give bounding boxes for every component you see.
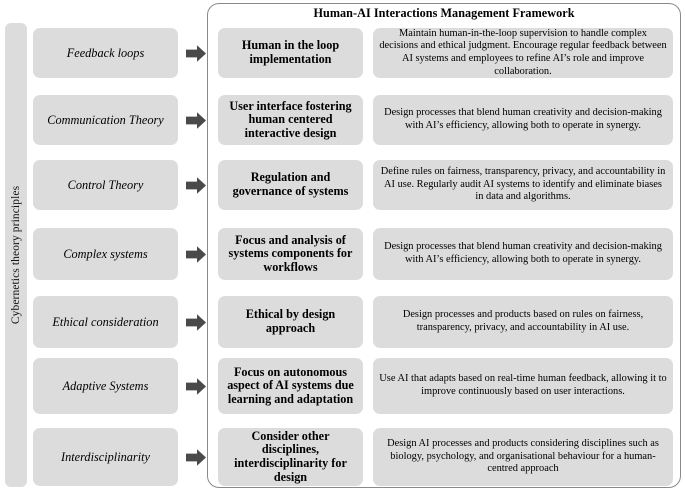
detail-box[interactable] bbox=[373, 160, 673, 210]
detail-text: Use AI that adapts based on real-time human feedback, allowing it to improve continuously based on user interactions. bbox=[379, 373, 667, 397]
principle-box[interactable]: Feedback loops bbox=[33, 28, 178, 78]
action-box[interactable]: Consider other disciplines, interdisciplinarity for design bbox=[218, 428, 363, 486]
right-arrow-icon bbox=[185, 245, 207, 264]
detail-box[interactable] bbox=[373, 428, 673, 486]
action-box[interactable]: Focus on autonomous aspect of AI systems due learning and adaptation bbox=[218, 358, 363, 414]
principle-box[interactable]: Adaptive Systems bbox=[33, 358, 178, 414]
right-arrow-icon bbox=[185, 176, 207, 195]
right-arrow-icon bbox=[185, 44, 207, 63]
detail-text: Maintain human-in-the-loop supervision to handle complex decisions and ethical judgment. Encourage regular feedback between AI systems and employees to refine AI’s role and improve collaboration. bbox=[379, 28, 667, 77]
action-box[interactable]: User interface fostering human centered interactive design bbox=[218, 95, 363, 145]
cybernetics-principles-spine bbox=[5, 23, 27, 487]
detail-box[interactable] bbox=[373, 228, 673, 280]
right-arrow-icon bbox=[185, 313, 207, 332]
action-box[interactable]: Human in the loop implementation bbox=[218, 28, 363, 78]
detail-text: Design processes that blend human creativity and decision-making with AI’s efficiency, allowing both to operate in synergy. bbox=[384, 107, 662, 131]
detail-box[interactable] bbox=[373, 95, 673, 145]
action-box[interactable]: Ethical by design approach bbox=[218, 296, 363, 348]
principle-box[interactable]: Ethical consideration bbox=[33, 296, 178, 348]
detail-text: Design AI processes and products considering disciplines such as biology, psychology, and organisational behaviour for a human-centred approach bbox=[387, 437, 659, 475]
detail-box[interactable] bbox=[373, 28, 673, 78]
right-arrow-icon bbox=[185, 448, 207, 467]
action-box[interactable]: Regulation and governance of systems bbox=[218, 160, 363, 210]
spine-label: Cybernetics theory principles bbox=[10, 185, 22, 325]
detail-box[interactable] bbox=[373, 358, 673, 414]
detail-text: Design processes that blend human creativity and decision-making with AI’s efficiency, allowing both to operate in synergy. bbox=[384, 241, 662, 265]
principle-box[interactable]: Interdisciplinarity bbox=[33, 428, 178, 486]
detail-text: Define rules on fairness, transparency, privacy, and accountability in AI use. Regularly audit AI systems to identify and eliminate biases in data and algorithms. bbox=[380, 165, 666, 203]
action-box[interactable]: Focus and analysis of systems components for workflows bbox=[218, 228, 363, 280]
right-arrow-icon bbox=[185, 111, 207, 130]
detail-text: Design processes and products based on rules on fairness, transparency, privacy, and accountability in AI use. bbox=[402, 309, 644, 333]
framework-title: Human-AI Interactions Management Framework bbox=[313, 6, 575, 20]
principle-box[interactable]: Complex systems bbox=[33, 228, 178, 280]
principle-box[interactable]: Control Theory bbox=[33, 160, 178, 210]
detail-box[interactable] bbox=[373, 296, 673, 348]
right-arrow-icon bbox=[185, 377, 207, 396]
principle-box[interactable]: Communication Theory bbox=[33, 95, 178, 145]
